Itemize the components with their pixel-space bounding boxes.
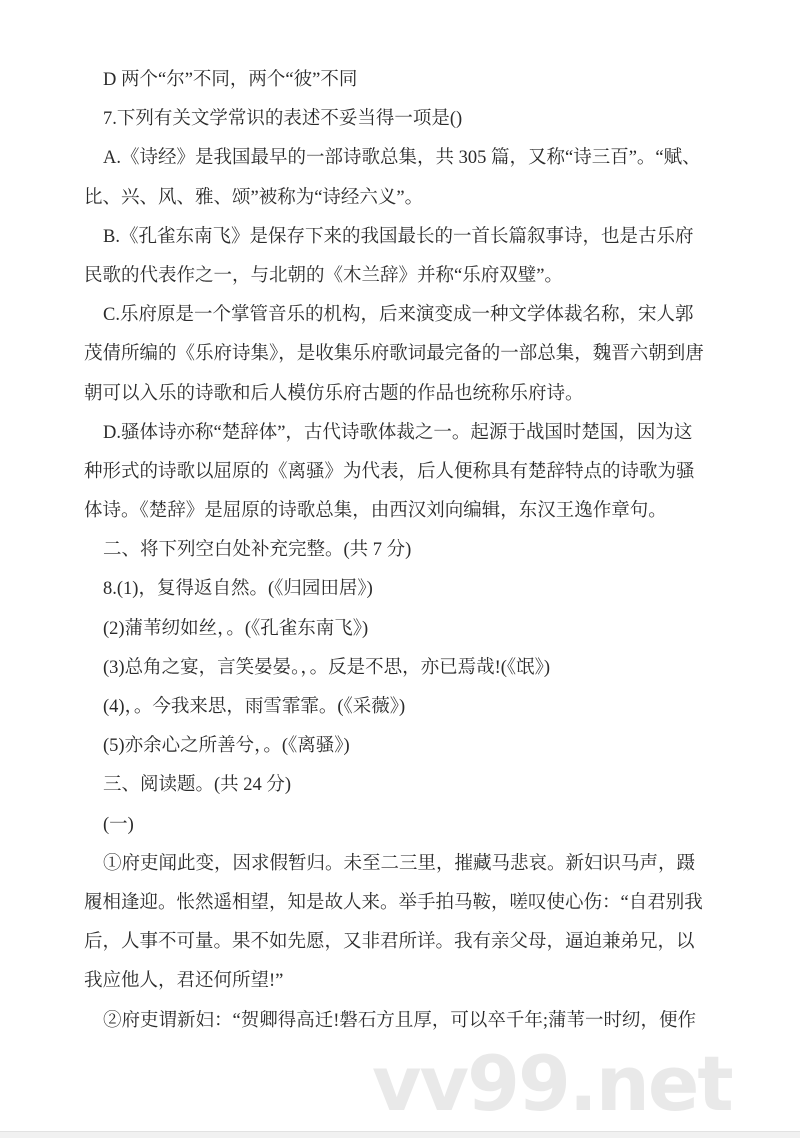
text-line: 朝可以入乐的诗歌和后人模仿乐府古题的作品也统称乐府诗。 [84,383,584,404]
paragraph [0,1002,800,1041]
text-line: 种形式的诗歌以屈原的《离骚》为代表，后人便称具有楚辞特点的诗歌为骚 [84,461,695,482]
paragraph [0,766,800,805]
paragraph [0,610,800,649]
text-line: (一) [103,814,134,835]
text-line: 7.下列有关文学常识的表述不妥当得一项是() [103,109,463,130]
paragraph [0,806,800,845]
paragraph [0,570,800,609]
paragraph [0,296,800,414]
text-line: 体诗。《楚辞》是屈原的诗歌总集，由西汉刘向编辑，东汉王逸作章句。 [84,501,667,522]
paragraph [0,100,800,139]
text-line: (4)，。今我来思，雨雪霏霏。(《采薇》) [103,697,406,717]
text-line: D.骚体诗亦称“楚辞体”，古代诗歌体裁之一。起源于战国时楚国，因为这 [103,422,693,443]
text-line: ②府吏谓新妇：“贺卿得高迁!磐石方且厚，可以卒千年;蒲苇一时纫，便作 [103,1010,697,1031]
text-line: D 两个“尔”不同，两个“彼”不同 [103,70,358,90]
paragraph [0,531,800,570]
text-line: (5)亦余心之所善兮，。(《离骚》) [103,736,350,757]
paragraph [0,727,800,766]
paragraph [0,649,800,688]
text-line: ①府吏闻此变，因求假暂归。未至二三里，摧藏马悲哀。新妇识马声，蹑 [103,853,696,874]
document-page [0,61,800,1041]
text-line: 后，人事不可量。果不如先愿，又非君所详。我有亲父母，逼迫兼弟兄，以 [84,932,695,953]
text-line: 我应他人，君还何所望!” [84,971,284,992]
paragraph [0,845,800,1002]
text-line: A.《诗经》是我国最早的一部诗歌总集，共 305 篇，又称“诗三百”。“赋、 [103,148,701,169]
text-line: 8.(1)，复得返自然。(《归园田居》) [103,579,373,600]
paragraph [0,688,800,727]
paragraph [0,218,800,296]
paragraph [0,139,800,217]
text-line: 履相逢迎。怅然遥相望，知是故人来。举手拍马鞍，嗟叹使心伤：“自君别我 [84,892,703,913]
text-line: (2)蒲苇纫如丝，。(《孔雀东南飞》) [103,618,369,639]
text-line: 二、将下列空白处补充完整。(共 7 分) [103,540,412,561]
text-line: 茂倩所编的《乐府诗集》，是收集乐府歌词最完备的一部总集，魏晋六朝到唐 [84,344,704,365]
text-line: C.乐府原是一个掌管音乐的机构，后来演变成一种文学体裁名称，宋人郭 [103,305,694,326]
watermark: vv99.net [372,1039,732,1128]
text-line: (3)总角之宴，言笑晏晏。，。反是不思，亦已焉哉!(《氓》) [103,657,551,678]
text-line: 比、兴、风、雅、颂”被称为“诗经六义”。 [84,187,424,208]
paragraph [0,414,800,532]
text-line: B.《孔雀东南飞》是保存下来的我国最长的一首长篇叙事诗，也是古乐府 [103,226,694,247]
text-line: 三、阅读题。(共 24 分) [103,775,292,796]
text-line: 民歌的代表作之一，与北朝的《木兰辞》并称“乐府双璧”。 [84,265,563,286]
paragraph [0,61,800,100]
